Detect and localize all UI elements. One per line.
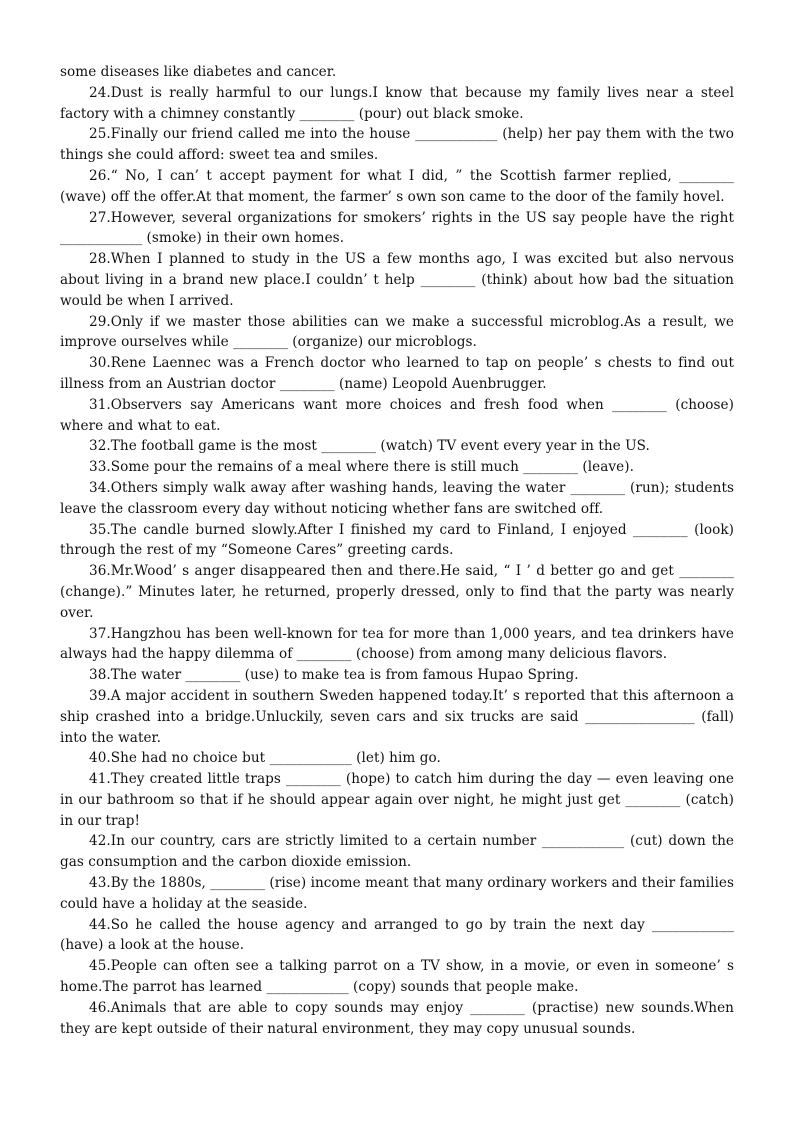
exercise-item: 27.However, several organizations for smokers’ rights in the US say people have the right ____________ (smoke) in their own homes.: [60, 209, 734, 247]
exercise-item: 29.Only if we master those abilities can we make a successful microblog.As a result, we improve ourselves while ________ (organize) our microblogs.: [60, 313, 734, 351]
exercise-item: 36.Mr.Wood’ s anger disappeared then and there.He said, “ I ’ d better go and get ________ (change).” Minutes later, he returned, properly dressed, only to find that the party was nearly over.: [60, 563, 734, 621]
exercise-item: 33.Some pour the remains of a meal where there is still much ________ (leave).: [89, 459, 634, 476]
exercise-item: 43.By the 1880s, ________ (rise) income meant that many ordinary workers and their families could have a holiday at the seaside.: [60, 875, 734, 912]
exercise-item: 45.People can often see a talking parrot on a TV show, in a movie, or even in someone’ s home.The parrot has learned ____________ (copy) sounds that people make.: [60, 958, 734, 996]
exercise-item: 44.So he called the house agency and arranged to go by train the next day ____________ (have) a look at the house.: [60, 916, 734, 954]
exercise-item: 42.In our country, cars are strictly limited to a certain number ____________ (cut) down the gas consumption and the carbon dioxide emission.: [60, 833, 734, 871]
exercise-item: 26.“ No, I can’ t accept payment for what I did, ” the Scottish farmer replied, ________ (wave) off the offer.At that moment, the farmer’ s own son came to the door of the family hovel.: [60, 167, 734, 205]
exercise-item: 37.Hangzhou has been well-known for tea for more than 1,000 years, and tea drinkers have always had the happy dilemma of ________ (choose) from among many delicious flavors.: [60, 625, 734, 663]
exercise-item: 34.Others simply walk away after washing hands, leaving the water ________ (run); students leave the classroom every day without noticing whether fans are switched off.: [60, 479, 734, 517]
exercise-item: 30.Rene Laennec was a French doctor who learned to tap on people’ s chests to find out illness from an Austrian doctor ________ (name) Leopold Auenbrugger.: [60, 355, 734, 392]
exercise-item: 41.They created little traps ________ (hope) to catch him during the day — even leaving one in our bathroom so that if he should appear again over night, he might just get ________ (catch) in our trap!: [60, 771, 734, 829]
exercise-item: 32.The football game is the most ________ (watch) TV event every year in the US.: [89, 438, 650, 455]
exercise-item: 25.Finally our friend called me into the house ____________ (help) her pay them with the two things she could afford: sweet tea and smiles.: [60, 126, 734, 164]
exercise-item: 24.Dust is really harmful to our lungs.I know that because my family lives near a steel factory with a chimney constantly ________ (pour) out black smoke.: [60, 84, 734, 122]
exercise-item: 38.The water ________ (use) to make tea is from famous Hupao Spring.: [89, 667, 579, 684]
exercise-item: 31.Observers say Americans want more choices and fresh food when ________ (choose) where and what to eat.: [60, 396, 734, 434]
exercise-item: 46.Animals that are able to copy sounds may enjoy ________ (practise) new sounds.When they are kept outside of their natural environment, they may copy unusual sounds.: [60, 999, 734, 1037]
exercise-item: 28.When I planned to study in the US a few months ago, I was excited but also nervous about living in a brand new place.I couldn’ t help ________ (think) about how bad the situation would be when I arrived.: [60, 251, 734, 309]
exercise-item: 39.A major accident in southern Sweden happened today.It’ s reported that this afternoon a ship crashed into a bridge.Unluckily, seven cars and six trucks are said ________________ (fall) into the water.: [60, 687, 734, 746]
exercise-item: 35.The candle burned slowly.After I finished my card to Finland, I enjoyed ________ (look) through the rest of my “Someone Cares” greeting cards.: [60, 521, 734, 559]
exercise-item: 40.She had no choice but ____________ (let) him go.: [89, 750, 441, 767]
document-page: [60, 62, 734, 1039]
continued-text-line: some diseases like diabetes and cancer.: [60, 64, 337, 80]
